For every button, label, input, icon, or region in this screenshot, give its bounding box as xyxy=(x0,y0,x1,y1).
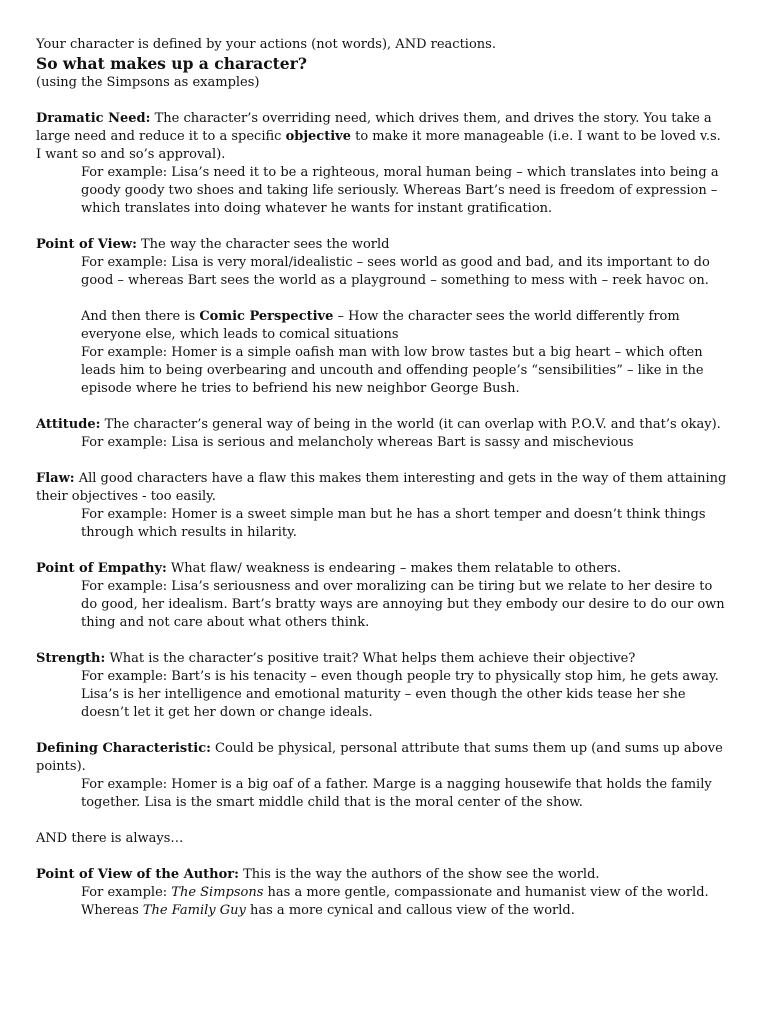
point-of-view-definition xyxy=(36,236,728,254)
defining-characteristic-definition xyxy=(36,740,728,776)
flaw-example: For example: Homer is a sweet simple man but he has a short temper and doesn’t think things through which results in hilarity. xyxy=(81,507,706,540)
show-title-simpsons: The Simpsons xyxy=(171,885,264,900)
dramatic-need-text-a: The character’s overriding need, which drives them, and drives the story. You take a large need and reduce it to a specific xyxy=(36,111,712,144)
strength-term: Strength: xyxy=(36,651,106,666)
strength-text: What is the character’s positive trait? What helps them achieve their objective? xyxy=(105,651,636,666)
intro-line: Your character is defined by your actions (not words), AND reactions. xyxy=(36,37,496,52)
subtitle: (using the Simpsons as examples) xyxy=(36,75,260,90)
dramatic-need-term: Dramatic Need: xyxy=(36,111,151,126)
flaw-definition xyxy=(36,470,728,506)
point-of-empathy-definition xyxy=(36,560,728,578)
point-of-empathy-term: Point of Empathy: xyxy=(36,561,167,576)
strength-definition xyxy=(36,650,728,668)
point-of-empathy-text: What flaw/ weakness is endearing – makes them relatable to others. xyxy=(166,561,622,576)
author-pov-definition xyxy=(36,866,728,884)
attitude-term: Attitude: xyxy=(36,417,101,432)
objective-term: objective xyxy=(285,129,351,144)
defining-characteristic-text: Could be physical, personal attribute that sums them up (and sums up above points). xyxy=(36,741,723,774)
comic-perspective-definition xyxy=(36,308,728,344)
point-of-view-term: Point of View: xyxy=(36,237,137,252)
always-line: AND there is always… xyxy=(36,831,184,846)
author-pov-text: This is the way the authors of the show see the world. xyxy=(238,867,600,882)
page-title: So what makes up a character? xyxy=(36,54,307,73)
dramatic-need-definition xyxy=(36,110,728,164)
author-pov-term: Point of View of the Author: xyxy=(36,867,239,882)
author-pov-example-b: has a more gentle, compassionate and humanist view of the world. Whereas xyxy=(81,885,709,918)
defining-characteristic-example: For example: Homer is a big oaf of a father. Marge is a nagging housewife that holds the family together. Lisa is the smart middle child that is the moral center of the show. xyxy=(81,777,712,810)
comic-perspective-lead: And then there is xyxy=(81,309,200,324)
author-pov-example xyxy=(36,884,728,920)
dramatic-need-text-b: to make it more manageable (i.e. I want to be loved v.s. I want so and so’s approval). xyxy=(36,129,721,162)
author-pov-example-a: For example: xyxy=(81,885,172,900)
flaw-term: Flaw: xyxy=(36,471,75,486)
comic-perspective-term: Comic Perspective xyxy=(199,309,334,324)
attitude-example: For example: Lisa is serious and melancholy whereas Bart is sassy and mischevious xyxy=(81,435,634,450)
comic-perspective-text: – How the character sees the world differently from everyone else, which leads to comical situations xyxy=(81,309,680,342)
comic-perspective-example: For example: Homer is a simple oafish man with low brow tastes but a big heart – which often leads him to being overbearing and uncouth and offending people’s “sensibilities” – like in the episode where he tries to befriend his new neighbor George Bush. xyxy=(81,345,704,396)
point-of-empathy-example: For example: Lisa’s seriousness and over moralizing can be tiring but we relate to her desire to do good, her idealism. Bart’s bratty ways are annoying but they embody our desire to do our own thing and not care about what others think. xyxy=(81,579,725,630)
point-of-view-example: For example: Lisa is very moral/idealistic – sees world as good and bad, and its important to do good – whereas Bart sees the world as a playground – something to mess with – reek havoc on. xyxy=(81,255,710,288)
attitude-definition xyxy=(36,416,728,434)
point-of-view-text: The way the character sees the world xyxy=(136,237,390,252)
attitude-text: The character’s general way of being in the world (it can overlap with P.O.V. and that’s okay). xyxy=(100,417,721,432)
flaw-text: All good characters have a flaw this makes them interesting and gets in the way of them attaining their objectives - too easily. xyxy=(36,471,727,504)
show-title-family-guy: The Family Guy xyxy=(142,903,246,918)
defining-characteristic-term: Defining Characteristic: xyxy=(36,741,211,756)
author-pov-example-c: has a more cynical and callous view of the world. xyxy=(245,903,575,918)
strength-example: For example: Bart’s is his tenacity – even though people try to physically stop him, he gets away. Lisa’s is her intelligence and emotional maturity – even though the other kids tease her she doesn’t let it get her down or change ideals. xyxy=(81,669,719,720)
dramatic-need-example: For example: Lisa’s need it to be a righteous, moral human being – which translates into being a goody goody two shoes and taking life seriously. Whereas Bart’s need is freedom of expression – which translates into doing whatever he wants for instant gratification. xyxy=(81,165,719,216)
